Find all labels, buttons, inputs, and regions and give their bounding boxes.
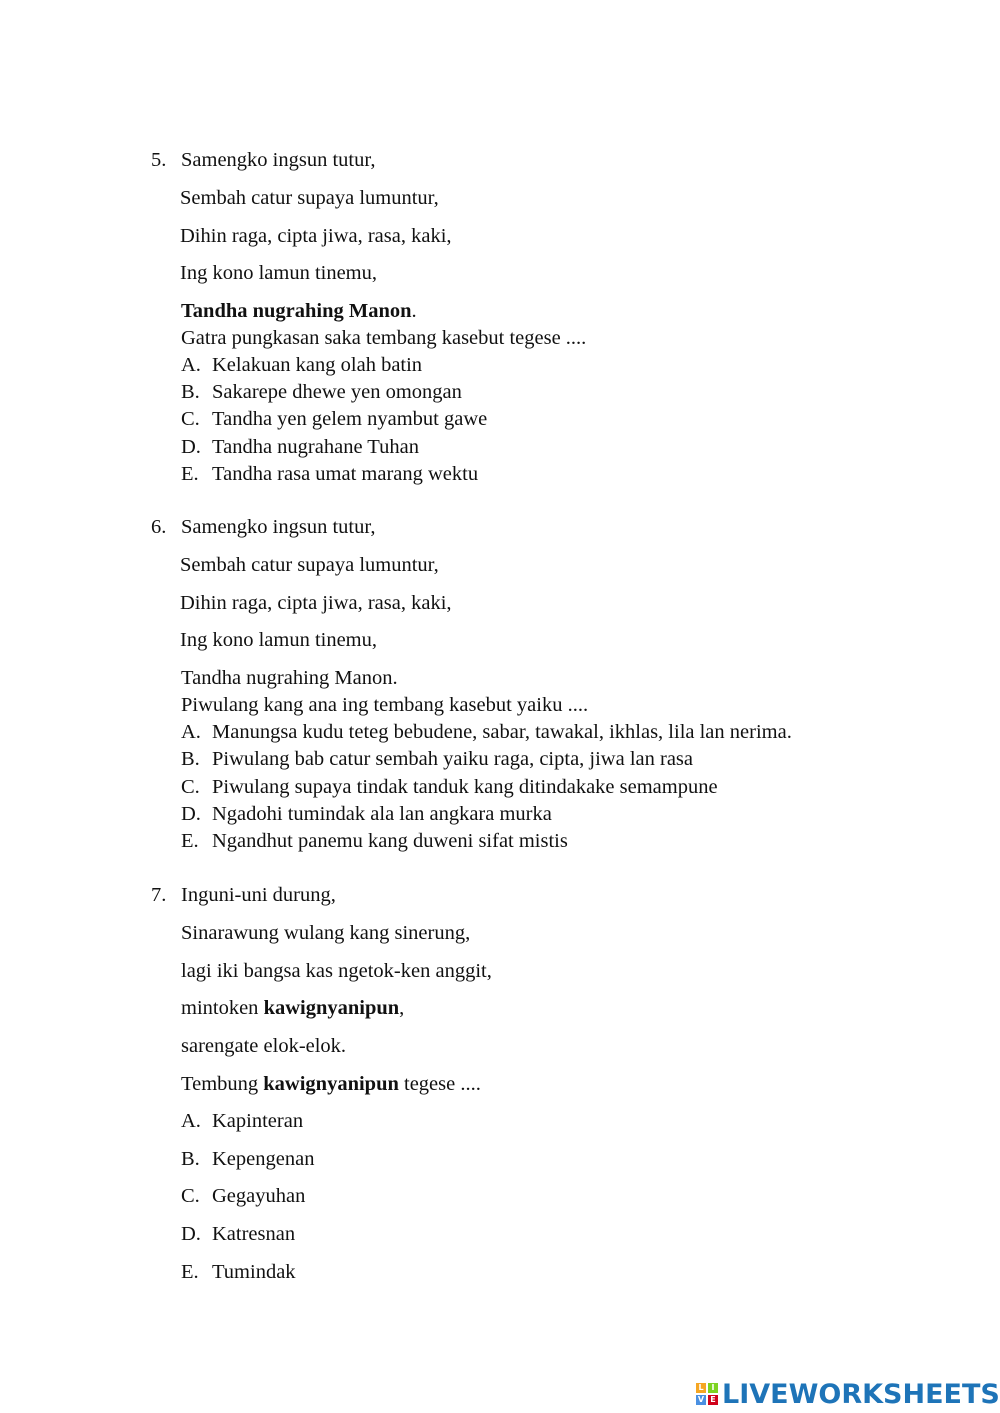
poem-line: Tandha nugrahing Manon. (181, 667, 398, 689)
bold-word: kawignyanipun (263, 997, 400, 1019)
logo-text: LIVEWORKSHEETS (722, 1378, 1000, 1410)
poem-line: Sembah catur supaya lumuntur, (180, 554, 439, 576)
poem-line: Tandha nugrahing Manon. (181, 300, 417, 322)
poem-line: sarengate elok-elok. (181, 1035, 347, 1057)
bold-word: kawignyanipun (263, 1073, 399, 1095)
question-text: Piwulang kang ana ing tembang kasebut yaiku .... (181, 694, 589, 716)
poem-line: lagi iki bangsa kas ngetok-ken anggit, (181, 960, 492, 982)
poem-line: Samengko ingsun tutur, (181, 149, 376, 171)
question-number: 7. (151, 884, 167, 906)
poem-line: Inguni-uni durung, (181, 884, 336, 906)
poem-line: Samengko ingsun tutur, (181, 516, 376, 538)
poem-line: Sembah catur supaya lumuntur, (180, 187, 439, 209)
liveworksheets-logo[interactable] (696, 1378, 1000, 1410)
poem-line: Ing kono lamun tinemu, (180, 262, 378, 284)
question-number: 6. (151, 516, 167, 538)
poem-line: Ing kono lamun tinemu, (180, 629, 378, 651)
poem-line: Sinarawung wulang kang sinerung, (181, 922, 471, 944)
bold-phrase: Tandha nugrahing Manon (181, 300, 412, 322)
question-number: 5. (151, 149, 167, 171)
logo-icon: L I V E (696, 1383, 718, 1405)
poem-line: mintoken kawignyanipun, (181, 997, 405, 1019)
question-text: Tembung kawignyanipun tegese .... (181, 1073, 481, 1095)
question-text: Gatra pungkasan saka tembang kasebut tegese .... (181, 327, 587, 349)
poem-line: Dihin raga, cipta jiwa, rasa, kaki, (180, 225, 452, 247)
poem-line: Dihin raga, cipta jiwa, rasa, kaki, (180, 592, 452, 614)
